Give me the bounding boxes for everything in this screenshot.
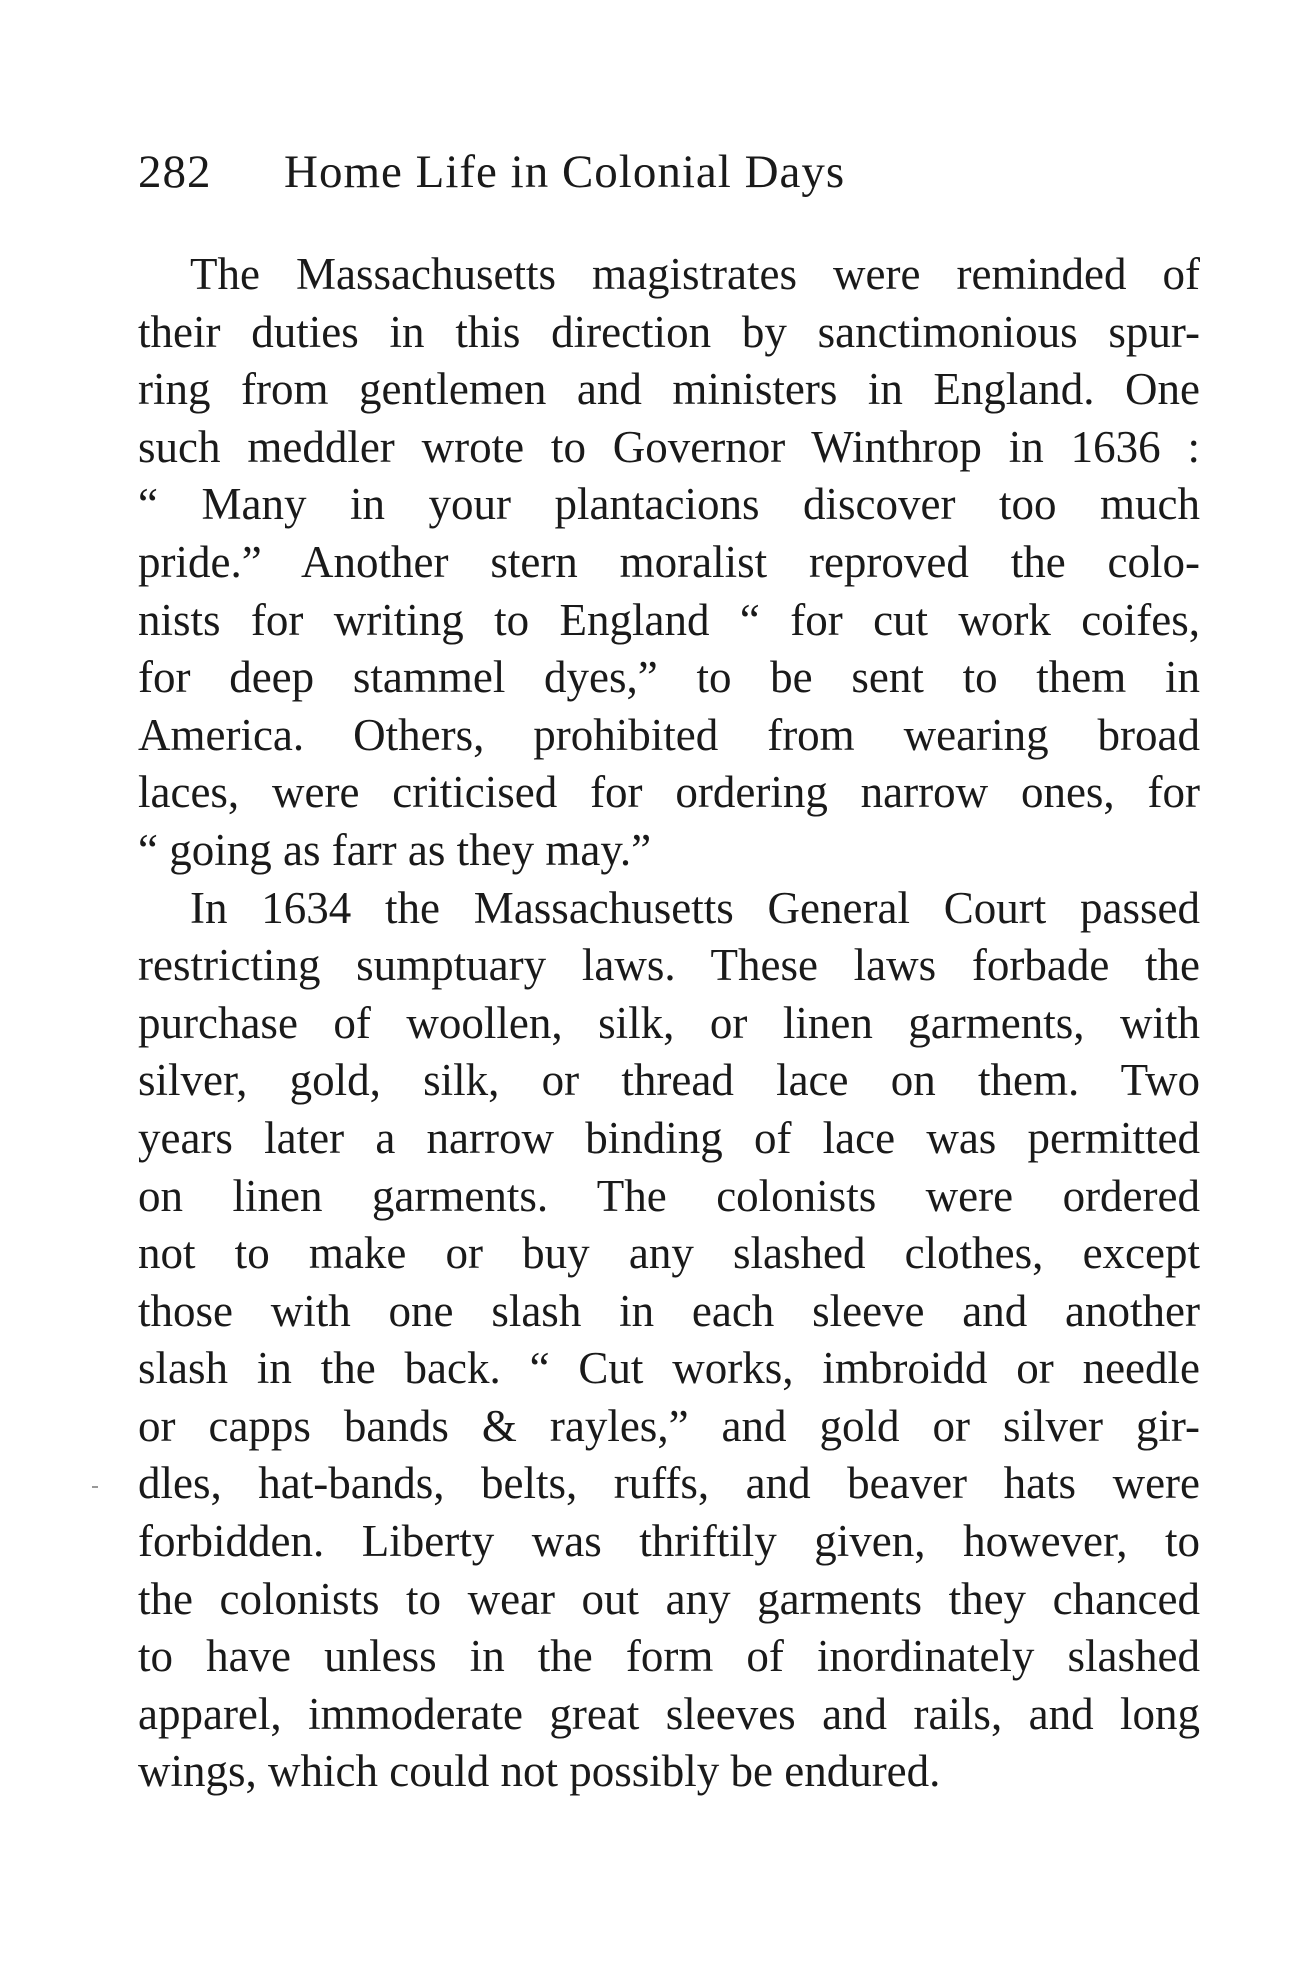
text-line: America. Others, prohibited from wearing broad: [138, 709, 1200, 760]
text-line: dles, hat-bands, belts, ruffs, and beaver hats were: [138, 1458, 1200, 1509]
text-line: The Massachusetts magistrates were reminded of: [190, 249, 1200, 299]
text-line: on linen garments. The colonists were ordered: [138, 1170, 1200, 1221]
text-line: to have unless in the form of inordinately slashed: [138, 1631, 1200, 1682]
text-line: apparel, immoderate great sleeves and rails, and long: [138, 1688, 1200, 1739]
text-line: “ going as farr as they may.”: [138, 824, 652, 875]
text-line: laces, were criticised for ordering narrow ones, for: [138, 767, 1200, 818]
text-line: their duties in this direction by sanctimonious spur-: [138, 306, 1200, 357]
margin-mark: [92, 1486, 98, 1488]
page-number: 282: [138, 146, 212, 198]
text-line: forbidden. Liberty was thriftily given, however, to: [138, 1516, 1200, 1567]
text-line: those with one slash in each sleeve and another: [138, 1285, 1200, 1336]
text-line: or capps bands & rayles,” and gold or silver gir-: [138, 1400, 1200, 1451]
text-line: such meddler wrote to Governor Winthrop in 1636 :: [138, 421, 1200, 472]
body-text: [138, 246, 1200, 1801]
text-line: not to make or buy any slashed clothes, except: [138, 1228, 1200, 1279]
running-title: Home Life in Colonial Days: [284, 146, 846, 198]
text-line: silver, gold, silk, or thread lace on them. Two: [138, 1055, 1200, 1106]
text-line: nists for writing to England “ for cut work coifes,: [138, 594, 1200, 645]
text-line: restricting sumptuary laws. These laws forbade the: [138, 940, 1200, 991]
running-head: [138, 142, 1198, 202]
text-line: purchase of woollen, silk, or linen garments, with: [138, 997, 1200, 1048]
text-line: years later a narrow binding of lace was permitted: [138, 1112, 1200, 1163]
text-line: In 1634 the Massachusetts General Court passed: [190, 882, 1200, 933]
text-line: for deep stammel dyes,” to be sent to them in: [138, 652, 1200, 703]
text-line: wings, which could not possibly be endured.: [138, 1746, 941, 1797]
text-line: ring from gentlemen and ministers in England. One: [138, 364, 1200, 415]
text-line: the colonists to wear out any garments they chanced: [138, 1573, 1200, 1624]
text-line: “ Many in your plantacions discover too much: [138, 479, 1200, 530]
text-line: pride.” Another stern moralist reproved the colo-: [138, 536, 1200, 587]
text-line: slash in the back. “ Cut works, imbroidd or needle: [138, 1343, 1200, 1394]
